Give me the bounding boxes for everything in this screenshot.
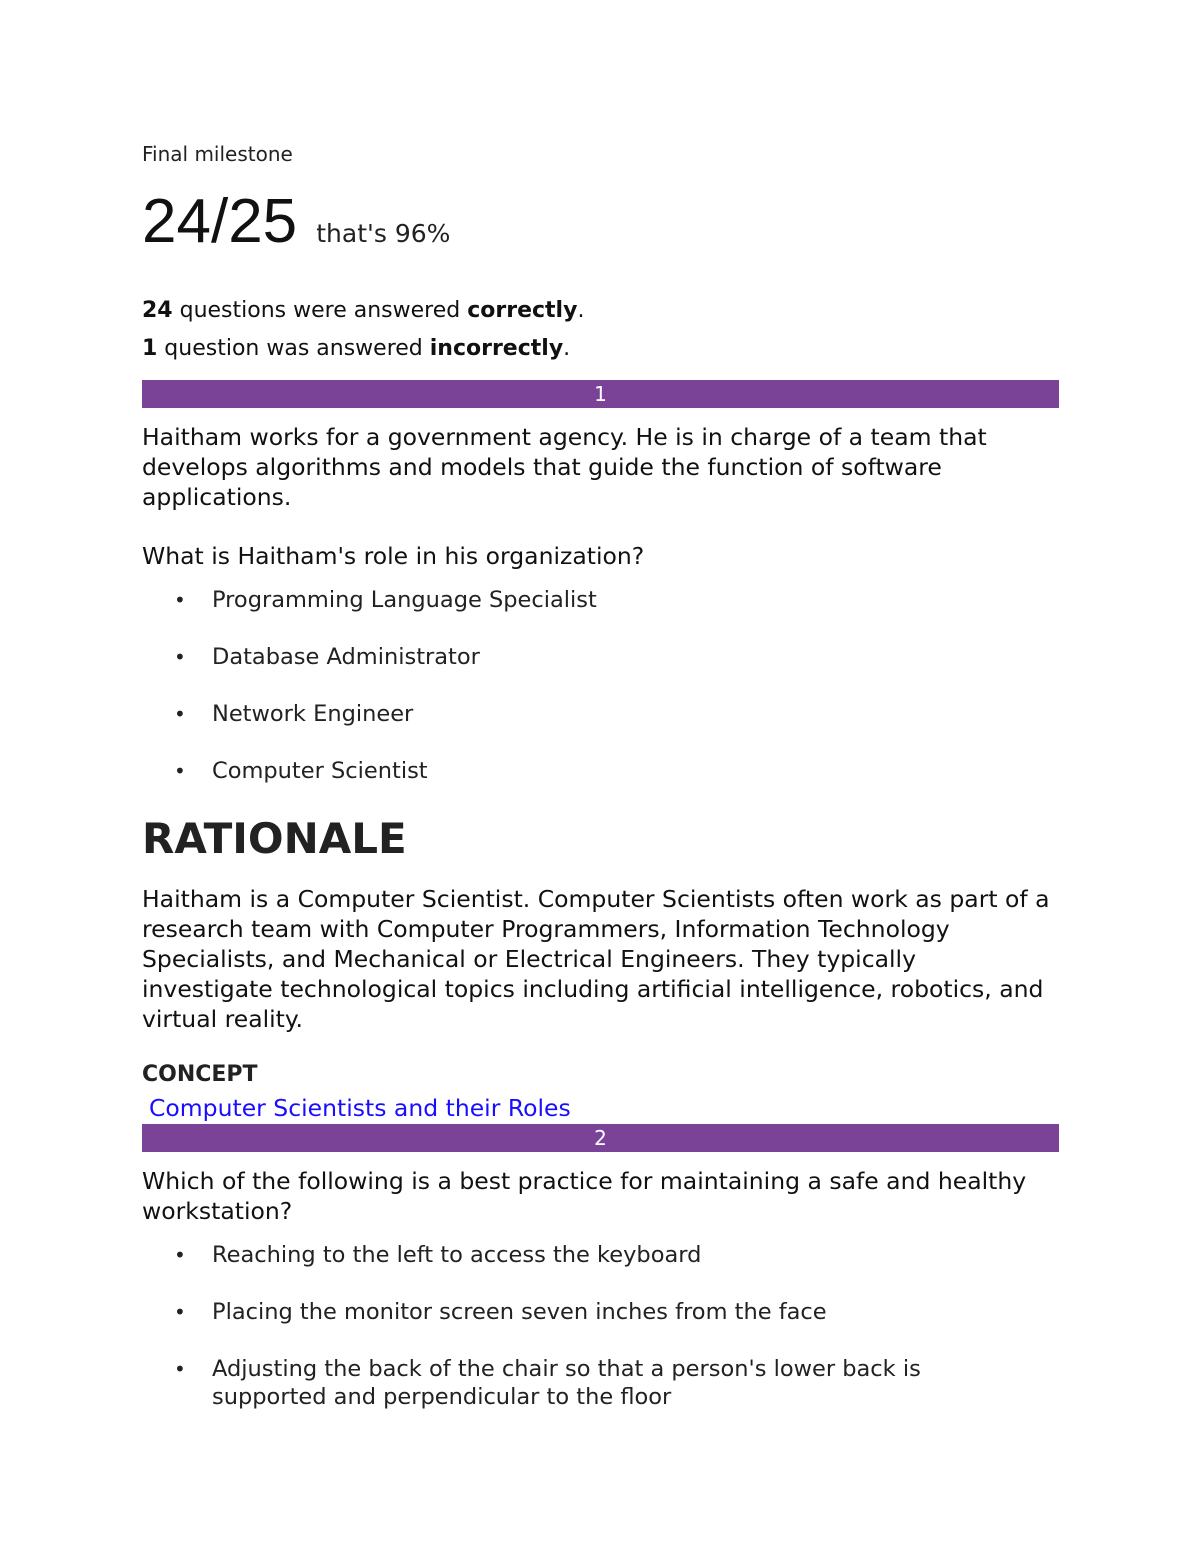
option-label: Network Engineer — [212, 701, 414, 727]
correct-word: correctly — [467, 298, 578, 323]
score-line — [142, 186, 450, 257]
bullet-icon: • — [174, 702, 186, 726]
incorrect-summary-end: . — [563, 336, 571, 361]
incorrect-count: 1 — [142, 336, 158, 361]
rationale-heading: RATIONALE — [142, 814, 407, 863]
question-1-prompt: What is Haitham's role in his organization? — [142, 542, 645, 570]
option-label: Placing the monitor screen seven inches from the face — [212, 1299, 827, 1325]
question-1-options — [142, 586, 1042, 814]
question-2-options — [142, 1241, 1042, 1415]
option-label: Programming Language Specialist — [212, 587, 597, 613]
question-2-header-bar: 2 — [142, 1124, 1059, 1152]
bullet-icon: • — [174, 1243, 186, 1267]
option-label: Computer Scientist — [212, 758, 428, 784]
rationale-text: Haitham is a Computer Scientist. Computer Scientists often work as part of a research team with Computer Programmers, Information Technology Specialists, and Mechanical or Electrical Engineers. They typically investigate technological topics including artificial intelligence, robotics, and virtual reality. — [142, 885, 1050, 1033]
question-1-option[interactable] — [142, 643, 1042, 700]
concept-heading: CONCEPT — [142, 1062, 258, 1087]
question-2-text: Which of the following is a best practice for maintaining a safe and healthy workstation? — [142, 1167, 1027, 1225]
question-2-option[interactable] — [142, 1298, 1042, 1355]
score-value: 24/25 — [142, 187, 298, 256]
question-1-header-bar: 1 — [142, 380, 1059, 408]
bullet-icon: • — [174, 1357, 186, 1381]
question-1-option[interactable] — [142, 586, 1042, 643]
correct-summary — [142, 298, 584, 323]
question-1-option[interactable] — [142, 700, 1042, 757]
option-label: Database Administrator — [212, 644, 480, 670]
correct-summary-end: . — [577, 298, 585, 323]
option-label: Reaching to the left to access the keyboard — [212, 1242, 702, 1268]
bullet-icon: • — [174, 759, 186, 783]
correct-summary-text: questions were answered — [172, 298, 468, 323]
incorrect-word: incorrectly — [429, 336, 564, 361]
incorrect-summary — [142, 336, 570, 361]
option-label: Adjusting the back of the chair so that a person's lower back is supported and perpendicular to the floor — [212, 1356, 921, 1410]
bullet-icon: • — [174, 588, 186, 612]
bullet-icon: • — [174, 645, 186, 669]
question-2-option[interactable] — [142, 1355, 1042, 1415]
question-1-option[interactable] — [142, 757, 1042, 814]
concept-link[interactable]: Computer Scientists and their Roles — [149, 1094, 571, 1122]
incorrect-summary-text: question was answered — [157, 336, 430, 361]
score-percent: that's 96% — [316, 219, 451, 248]
milestone-label: Final milestone — [142, 142, 293, 166]
correct-count: 24 — [142, 298, 173, 323]
question-2-option[interactable] — [142, 1241, 1042, 1298]
question-1-text: Haitham works for a government agency. He is in charge of a team that develops algorithms and models that guide the function of software applications. — [142, 423, 987, 511]
bullet-icon: • — [174, 1300, 186, 1324]
